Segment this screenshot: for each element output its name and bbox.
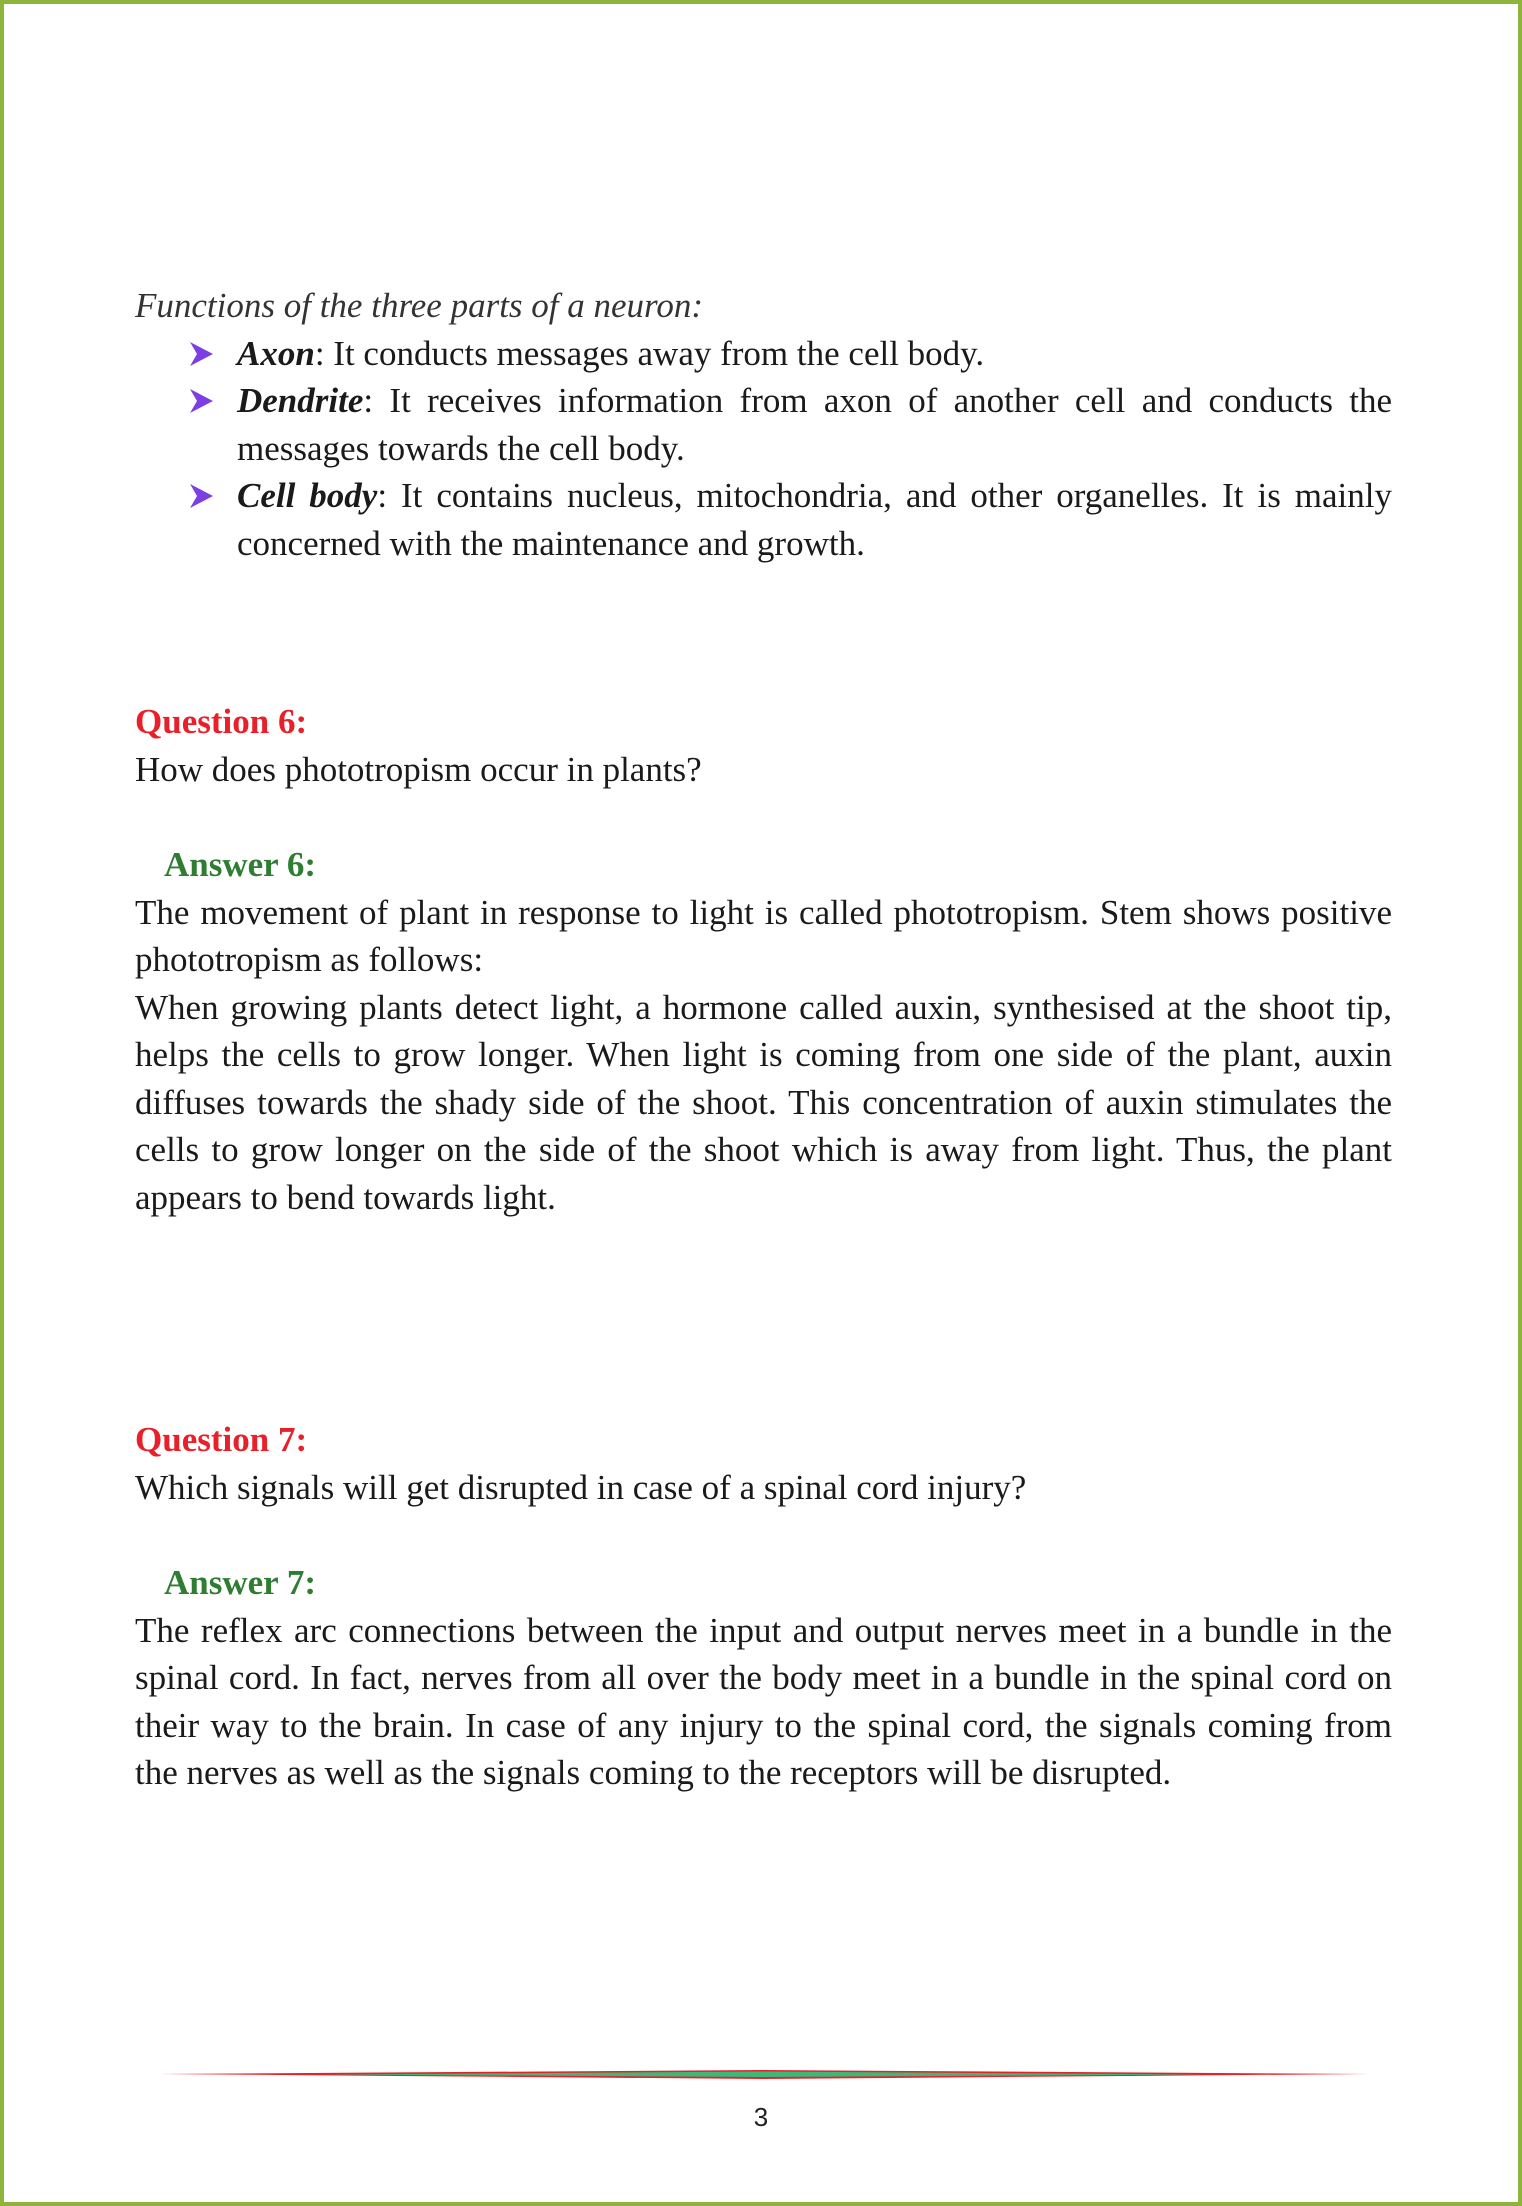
answer-6-paragraph-2: When growing plants detect light, a hormone called auxin, synthesised at the shoot tip, helps the cells to grow longer. When light is coming from one side of the plant, auxin diffuses towards the shady side of the shoot. This concentration of auxin stimulates the cells to grow longer on the side of the shoot which is away from light. Thus, the plant appears to bend towards light. bbox=[135, 987, 1392, 1217]
neuron-parts-list bbox=[135, 330, 1392, 568]
question-6-label: Question 6: bbox=[135, 702, 308, 741]
term-axon: Axon bbox=[237, 333, 315, 373]
definition-cell-body: : It contains nucleus, mitochondria, and other organelles. It is mainly concerned with the maintenance and growth. bbox=[237, 476, 1392, 563]
page-number: 3 bbox=[753, 2102, 769, 2132]
term-dendrite: Dendrite bbox=[237, 381, 364, 420]
spacer bbox=[135, 1511, 1392, 1559]
spacer bbox=[135, 567, 1392, 698]
list-item-axon bbox=[135, 330, 1392, 378]
neuron-functions-intro: Functions of the three parts of a neuron: bbox=[135, 286, 704, 325]
definition-dendrite: : It receives information from axon of another cell and conducts the messages towards the cell body. bbox=[237, 381, 1392, 468]
answer-6-label: Answer 6: bbox=[164, 845, 316, 884]
content bbox=[135, 282, 1392, 1797]
question-7-label: Question 7: bbox=[135, 1420, 308, 1459]
arrow-bullet-icon bbox=[188, 341, 214, 367]
term-cell-body: Cell body bbox=[237, 476, 378, 515]
answer-7-paragraph-1: The reflex arc connections between the input and output nerves meet in a bundle in the spinal cord. In fact, nerves from all over the body meet in a bundle in the spinal cord on their way to the brain. In case of any injury to the spinal cord, the signals coming from the nerves as well as the signals coming to the receptors will be disrupted. bbox=[135, 1610, 1392, 1792]
answer-7-label: Answer 7: bbox=[164, 1563, 316, 1602]
arrow-bullet-icon bbox=[188, 483, 214, 509]
spacer bbox=[135, 793, 1392, 841]
question-7-text: Which signals will get disrupted in case of a spinal cord injury? bbox=[135, 1467, 1027, 1507]
question-6-text: How does phototropism occur in plants? bbox=[135, 749, 702, 789]
spacer bbox=[135, 1221, 1392, 1416]
arrow-bullet-icon bbox=[188, 388, 214, 414]
list-item-cell-body bbox=[135, 472, 1392, 567]
definition-axon: : It conducts messages away from the cell body. bbox=[314, 333, 985, 373]
footer-divider bbox=[159, 2070, 1369, 2080]
answer-6-paragraph-1: The movement of plant in response to light is called phototropism. Stem shows positive phototropism as follows: bbox=[135, 892, 1392, 979]
list-item-dendrite bbox=[135, 377, 1392, 472]
